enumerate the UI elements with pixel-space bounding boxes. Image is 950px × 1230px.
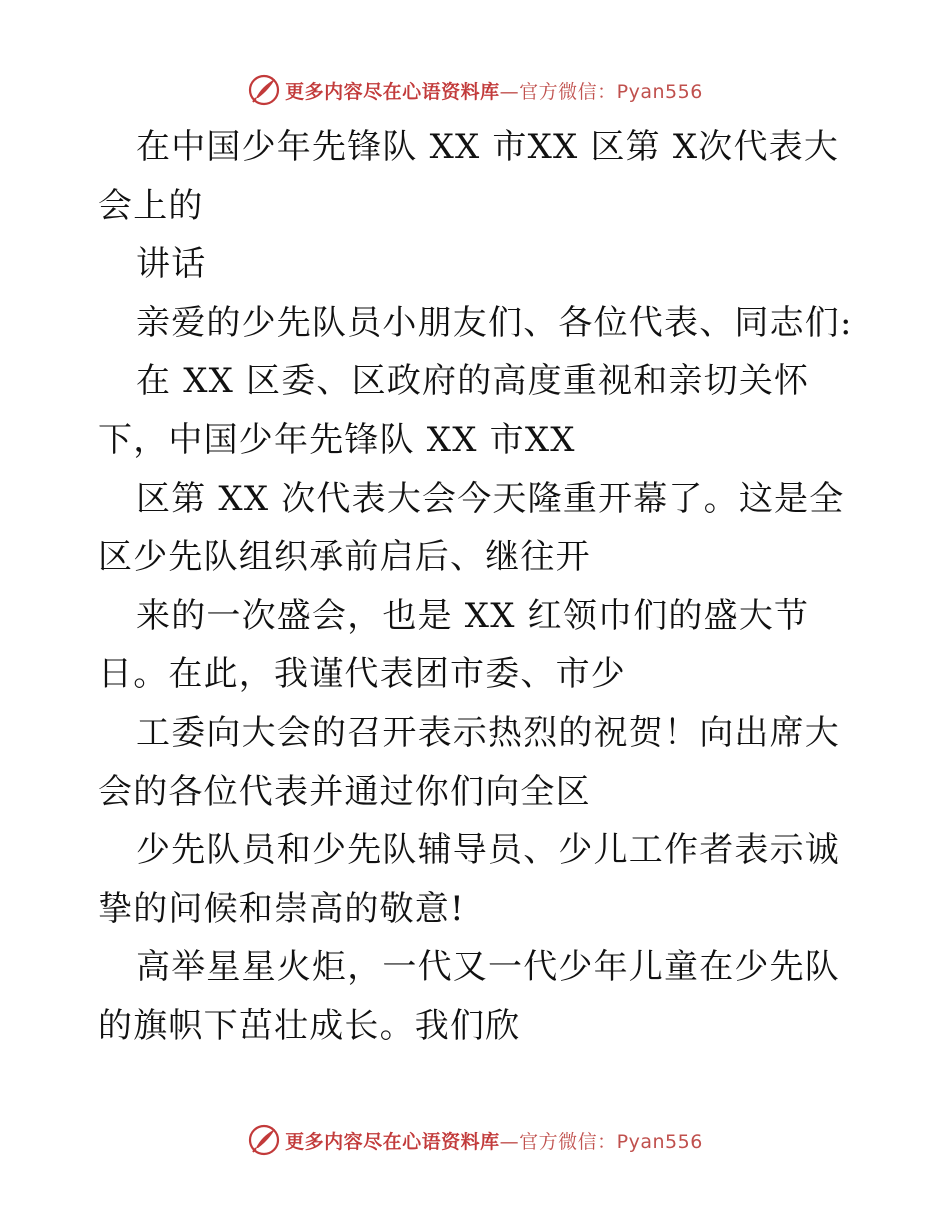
paragraph: 区第 XX 次代表大会今天隆重开幕了。这是全区少先队组织承前启后、继往开 xyxy=(98,478,845,578)
header-banner xyxy=(0,70,950,110)
paragraph-title: 在中国少年先锋队 XX 市XX 区第 X次代表大会上的 xyxy=(98,127,840,226)
footer-banner-text xyxy=(285,1127,703,1154)
header-wechat: —官方微信：Pyan556 xyxy=(499,80,703,103)
paragraph: 高举星星火炬，一代又一代少年儿童在少先队的旗帜下茁壮成长。我们欣 xyxy=(98,947,840,1046)
header-brand: 更多内容尽在心语资料库 xyxy=(285,80,500,103)
document-body xyxy=(98,118,854,1056)
footer-brand: 更多内容尽在心语资料库 xyxy=(285,1130,500,1153)
header-banner-text xyxy=(285,77,703,104)
paragraph: 工委向大会的召开表示热烈的祝贺！向出席大会的各位代表并通过你们向全区 xyxy=(98,712,840,812)
paragraph-title-cont: 讲话 xyxy=(136,244,207,285)
paragraph-salutation: 亲爱的少先队员小朋友们、各位代表、同志们: xyxy=(136,302,853,343)
footer-wechat: —官方微信：Pyan556 xyxy=(499,1130,703,1153)
paragraph: 少先队员和少先队辅导员、少儿工作者表示诚挚的问候和崇高的敬意! xyxy=(98,830,840,929)
quill-logo-icon xyxy=(247,73,281,107)
paragraph: 在 XX 区委、区政府的高度重视和亲切关怀下，中国少年先锋队 XX 市XX xyxy=(98,361,810,460)
paragraph: 来的一次盛会，也是 XX 红领巾们的盛大节日。在此，我谨代表团市委、市少 xyxy=(98,595,810,695)
quill-logo-icon xyxy=(247,1123,281,1157)
footer-banner xyxy=(0,1120,950,1160)
